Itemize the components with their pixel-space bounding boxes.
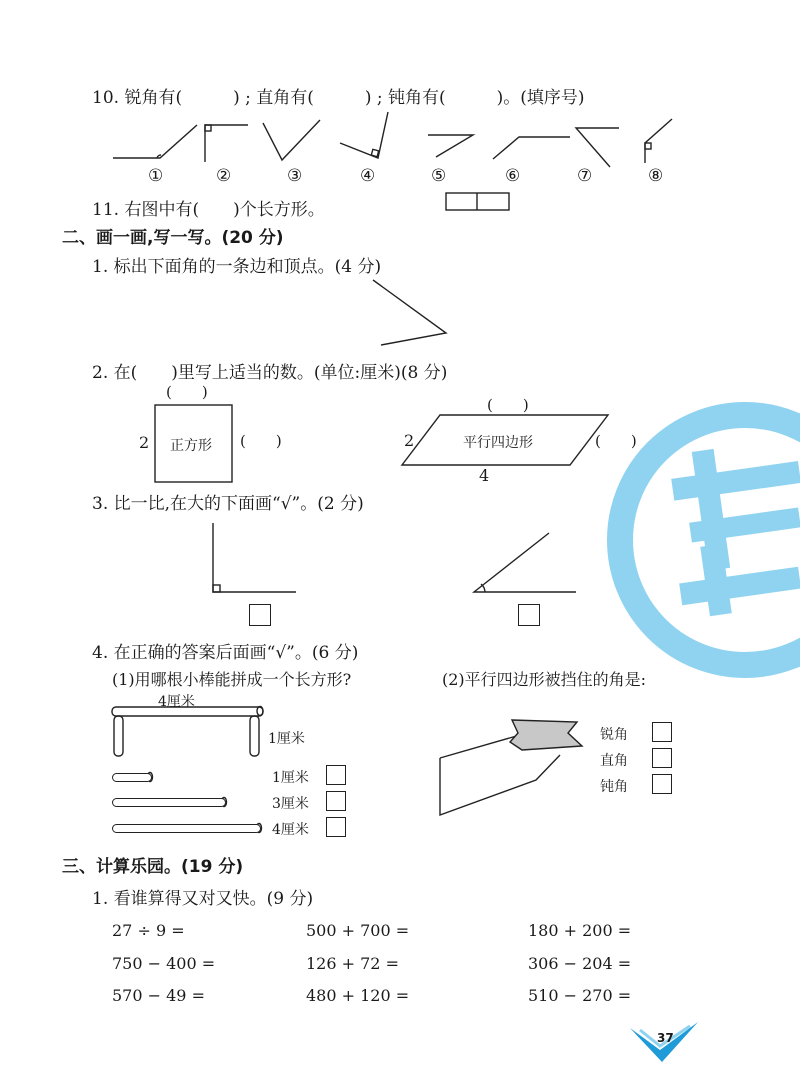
stick-label-1: 1厘米 (272, 770, 309, 786)
s2-q3: 3. 比一比,在大的下面画“√”。(2 分) (92, 494, 364, 514)
option-acute: 锐角 (600, 727, 628, 743)
calc-2-2: 126 + 72 = (306, 954, 399, 973)
s2-q1: 1. 标出下面角的一条边和顶点。(4 分) (92, 257, 382, 277)
s2-q4a: (1)用哪根小棒能拼成一个长方形? (112, 670, 352, 689)
page-number: 37 (657, 1031, 674, 1045)
option-obtuse: 钝角 (600, 779, 628, 795)
parallelogram-side-label: 2 (404, 431, 415, 450)
angle-label-7: ⑦ (577, 166, 593, 186)
calc-3-2: 480 + 120 = (306, 986, 410, 1005)
calc-1-3: 180 + 200 = (528, 921, 632, 940)
angle-label-4: ④ (360, 166, 376, 186)
section3-title: 三、计算乐园。(19 分) (62, 857, 244, 877)
s3-q1: 1. 看谁算得又对又快。(9 分) (92, 889, 314, 909)
square-right-blank[interactable]: ( ) (240, 432, 282, 450)
angle-label-2: ② (216, 166, 232, 186)
square-label: 正方形 (170, 438, 212, 454)
calc-2-3: 306 − 204 = (528, 954, 632, 973)
q10-text: 10. 锐角有( ) ; 直角有( ) ; 钝角有( )。(填序号) (92, 88, 585, 108)
angle-label-1: ① (148, 166, 164, 186)
s2-q2: 2. 在( )里写上适当的数。(单位:厘米)(8 分) (92, 363, 448, 383)
calc-1-1: 27 ÷ 9 = (112, 921, 185, 940)
square-top-blank[interactable]: ( ) (166, 383, 208, 401)
parallelogram-label: 平行四边形 (463, 435, 533, 451)
q11-text: 11. 右图中有( )个长方形。 (92, 200, 325, 220)
angle-label-6: ⑥ (505, 166, 521, 186)
parallelogram-base-label: 4 (479, 466, 490, 485)
parallelogram-top-blank[interactable]: ( ) (487, 396, 529, 414)
angle-label-5: ⑤ (431, 166, 447, 186)
s2-q4: 4. 在正确的答案后面画“√”。(6 分) (92, 643, 359, 663)
stick-label-3: 4厘米 (272, 822, 309, 838)
frame-side-label: 1厘米 (268, 731, 305, 747)
section2-title: 二、画一画,写一写。(20 分) (62, 228, 284, 248)
calc-2-1: 750 − 400 = (112, 954, 216, 973)
calc-3-3: 510 − 270 = (528, 986, 632, 1005)
angle-label-3: ③ (287, 166, 303, 186)
stick-label-2: 3厘米 (272, 796, 309, 812)
calc-3-1: 570 − 49 = (112, 986, 205, 1005)
angle-label-8: ⑧ (648, 166, 664, 186)
frame-top-label: 4厘米 (158, 694, 195, 710)
calc-1-2: 500 + 700 = (306, 921, 410, 940)
square-side-label: 2 (139, 433, 150, 452)
s2-q4b: (2)平行四边形被挡住的角是: (442, 670, 647, 689)
option-right: 直角 (600, 753, 628, 769)
parallelogram-right-blank[interactable]: ( ) (595, 432, 637, 450)
